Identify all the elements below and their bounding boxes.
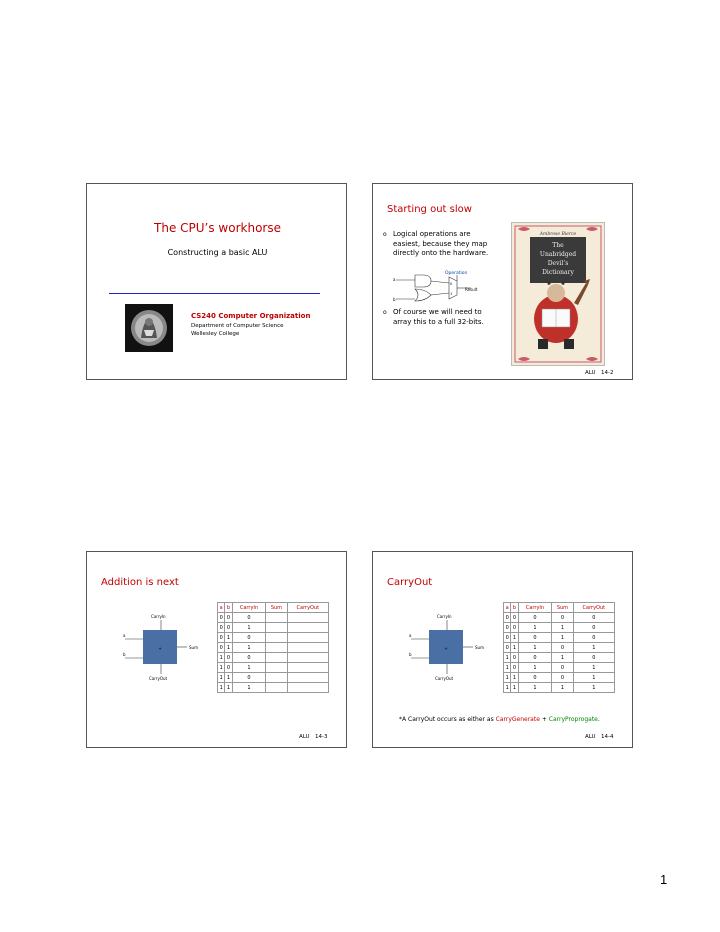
table-cell bbox=[287, 613, 328, 623]
table-cell bbox=[266, 653, 287, 663]
table-cell: 1 bbox=[232, 663, 266, 673]
table-cell: 0 bbox=[518, 633, 552, 643]
table-row bbox=[218, 623, 329, 633]
book-author: Ambrose Bierce bbox=[539, 232, 577, 237]
table-cell: 0 bbox=[218, 643, 225, 653]
table-cell: 0 bbox=[504, 613, 511, 623]
table-cell bbox=[287, 623, 328, 633]
slide-carryout bbox=[372, 551, 633, 748]
gate-result-label: Result bbox=[465, 287, 478, 292]
course-name: CS240 Computer Organization bbox=[191, 312, 311, 320]
table-cell: 0 bbox=[573, 653, 614, 663]
table-cell: 1 bbox=[504, 683, 511, 693]
column-header: b bbox=[511, 603, 518, 613]
book-title-line3: Devil’s bbox=[547, 260, 569, 267]
table-cell: 1 bbox=[225, 633, 232, 643]
department-name: Department of Computer Science bbox=[191, 323, 284, 329]
table-cell: 0 bbox=[552, 643, 573, 653]
table-cell: 1 bbox=[504, 673, 511, 683]
devils-dictionary-book-image bbox=[511, 222, 605, 366]
table-cell: 0 bbox=[552, 613, 573, 623]
table-cell: 0 bbox=[511, 653, 518, 663]
adder-sum-label: Sum bbox=[189, 645, 198, 650]
slide-subtitle: Constructing a basic ALU bbox=[167, 248, 268, 257]
truth-table-carryout bbox=[503, 602, 615, 693]
table-cell: 1 bbox=[225, 683, 232, 693]
adder-carryout-label: CarryOut bbox=[435, 676, 454, 681]
table-row bbox=[504, 653, 615, 663]
table-cell: 0 bbox=[218, 633, 225, 643]
table-cell: 1 bbox=[573, 643, 614, 653]
bullet-icon: o bbox=[383, 231, 387, 238]
mux-one-label: 1 bbox=[450, 292, 453, 296]
college-name: Wellesley College bbox=[191, 331, 240, 337]
table-cell bbox=[266, 623, 287, 633]
table-cell: 0 bbox=[232, 653, 266, 663]
table-header-row bbox=[218, 603, 329, 613]
table-row bbox=[504, 643, 615, 653]
table-cell: 0 bbox=[225, 653, 232, 663]
slide-title-heading: The CPU’s workhorse bbox=[154, 221, 281, 235]
truth-table-addition bbox=[217, 602, 329, 693]
slide-footer-number: 14-3 bbox=[315, 734, 328, 740]
table-cell: 1 bbox=[511, 633, 518, 643]
bullet-logical-operations: o Logical operations are easiest, because they map directly onto the hardware. bbox=[383, 230, 489, 257]
table-cell: 1 bbox=[518, 663, 552, 673]
table-cell: 1 bbox=[552, 683, 573, 693]
bullet-icon: o bbox=[383, 309, 387, 316]
table-cell: 1 bbox=[518, 683, 552, 693]
table-cell: 0 bbox=[518, 653, 552, 663]
table-row bbox=[218, 633, 329, 643]
table-cell: 0 bbox=[552, 663, 573, 673]
table-cell bbox=[266, 613, 287, 623]
adder-block-diagram bbox=[409, 610, 499, 690]
column-header: CarryOut bbox=[287, 603, 328, 613]
table-cell: 1 bbox=[218, 673, 225, 683]
adder-carryin-label: CarryIn bbox=[437, 614, 452, 619]
table-row bbox=[504, 673, 615, 683]
table-cell bbox=[287, 653, 328, 663]
slide-heading: Addition is next bbox=[101, 577, 179, 588]
table-cell: 0 bbox=[573, 623, 614, 633]
table-cell: 1 bbox=[518, 623, 552, 633]
slide-footer-label: ALU bbox=[299, 734, 310, 740]
slide-heading: CarryOut bbox=[387, 577, 433, 588]
table-cell bbox=[266, 683, 287, 693]
table-cell bbox=[287, 643, 328, 653]
book-title-line1: The bbox=[552, 242, 564, 249]
bullet-array-32-bits: o Of course we will need to array this to a full 32-bits. bbox=[383, 308, 484, 326]
column-header: Sum bbox=[552, 603, 573, 613]
adder-sum-label: Sum bbox=[475, 645, 484, 650]
table-cell: 1 bbox=[504, 663, 511, 673]
slide-footer-number: 14-4 bbox=[601, 734, 614, 740]
table-row bbox=[504, 613, 615, 623]
table-cell: 0 bbox=[573, 613, 614, 623]
table-cell: 1 bbox=[552, 633, 573, 643]
carryout-note: *A CarryOut occurs as either as CarryGenerate + CarryProprogate. bbox=[399, 716, 600, 723]
table-cell: 0 bbox=[518, 673, 552, 683]
table-cell: 0 bbox=[573, 633, 614, 643]
carry-propagate-term: CarryProprogate bbox=[548, 716, 598, 723]
slide-addition bbox=[86, 551, 347, 748]
table-cell bbox=[287, 673, 328, 683]
table-cell: 1 bbox=[573, 663, 614, 673]
book-title-line2: Unabridged bbox=[539, 251, 577, 258]
table-cell: 1 bbox=[511, 673, 518, 683]
table-cell: 0 bbox=[225, 613, 232, 623]
column-header: CarryOut bbox=[573, 603, 614, 613]
slide-footer-label: ALU bbox=[585, 734, 596, 740]
adder-plus-label: + bbox=[444, 646, 448, 651]
slide-heading: Starting out slow bbox=[387, 204, 472, 215]
page-number: 1 bbox=[660, 872, 668, 887]
column-header: Sum bbox=[266, 603, 287, 613]
divider-line bbox=[109, 293, 320, 294]
table-cell bbox=[287, 683, 328, 693]
gate-a-label: a bbox=[393, 277, 396, 282]
table-cell: 0 bbox=[504, 633, 511, 643]
table-cell: 0 bbox=[218, 613, 225, 623]
column-header: b bbox=[225, 603, 232, 613]
table-cell: 1 bbox=[511, 683, 518, 693]
adder-block-diagram bbox=[123, 610, 213, 690]
table-row bbox=[218, 663, 329, 673]
table-row bbox=[218, 613, 329, 623]
table-cell bbox=[266, 663, 287, 673]
table-cell: 0 bbox=[511, 613, 518, 623]
table-cell: 0 bbox=[504, 623, 511, 633]
table-cell: 0 bbox=[232, 673, 266, 683]
table-cell bbox=[266, 643, 287, 653]
table-cell: 1 bbox=[225, 673, 232, 683]
table-cell bbox=[287, 633, 328, 643]
table-row bbox=[218, 683, 329, 693]
table-cell: 0 bbox=[225, 663, 232, 673]
book-title-line4: Dictionary bbox=[542, 269, 574, 276]
table-cell: 1 bbox=[511, 643, 518, 653]
adder-a-label: a bbox=[123, 633, 126, 638]
gate-b-label: b bbox=[393, 297, 396, 302]
table-cell bbox=[287, 663, 328, 673]
table-cell: 0 bbox=[511, 663, 518, 673]
adder-b-label: b bbox=[409, 652, 412, 657]
table-row bbox=[218, 653, 329, 663]
table-cell: 0 bbox=[218, 623, 225, 633]
table-cell: 0 bbox=[552, 673, 573, 683]
table-cell: 1 bbox=[218, 683, 225, 693]
table-row bbox=[504, 663, 615, 673]
table-cell: 1 bbox=[573, 673, 614, 683]
column-header: a bbox=[504, 603, 511, 613]
slide-title bbox=[86, 183, 347, 380]
table-cell: 0 bbox=[504, 643, 511, 653]
column-header: CarryIn bbox=[232, 603, 266, 613]
column-header: CarryIn bbox=[518, 603, 552, 613]
wellesley-seal-image bbox=[125, 304, 173, 352]
adder-plus-label: + bbox=[158, 646, 162, 651]
table-cell: 0 bbox=[518, 613, 552, 623]
gate-operation-label: Operation bbox=[445, 271, 468, 276]
table-cell: 1 bbox=[218, 653, 225, 663]
table-row bbox=[504, 683, 615, 693]
table-cell bbox=[266, 633, 287, 643]
mux-zero-label: 0 bbox=[450, 282, 453, 286]
adder-carryout-label: CarryOut bbox=[149, 676, 168, 681]
adder-carryin-label: CarryIn bbox=[151, 614, 166, 619]
slide-footer-label: ALU bbox=[585, 370, 596, 376]
table-cell: 1 bbox=[232, 643, 266, 653]
logic-gate-diagram bbox=[393, 269, 485, 303]
table-cell: 0 bbox=[225, 623, 232, 633]
table-cell: 1 bbox=[225, 643, 232, 653]
table-cell: 1 bbox=[232, 623, 266, 633]
table-cell bbox=[266, 673, 287, 683]
adder-a-label: a bbox=[409, 633, 412, 638]
table-cell: 0 bbox=[511, 623, 518, 633]
table-cell: 0 bbox=[232, 613, 266, 623]
slide-starting-out-slow bbox=[372, 183, 633, 380]
table-row bbox=[504, 623, 615, 633]
table-header-row bbox=[504, 603, 615, 613]
table-cell: 1 bbox=[218, 663, 225, 673]
table-row bbox=[218, 673, 329, 683]
table-cell: 0 bbox=[232, 633, 266, 643]
table-row bbox=[504, 633, 615, 643]
slide-footer-number: 14-2 bbox=[601, 370, 614, 376]
carry-generate-term: CarryGenerate bbox=[495, 716, 540, 723]
table-cell: 1 bbox=[552, 623, 573, 633]
table-cell: 1 bbox=[518, 643, 552, 653]
adder-b-label: b bbox=[123, 652, 126, 657]
table-cell: 1 bbox=[504, 653, 511, 663]
table-cell: 1 bbox=[573, 683, 614, 693]
table-row bbox=[218, 643, 329, 653]
column-header: a bbox=[218, 603, 225, 613]
table-cell: 1 bbox=[232, 683, 266, 693]
table-cell: 1 bbox=[552, 653, 573, 663]
